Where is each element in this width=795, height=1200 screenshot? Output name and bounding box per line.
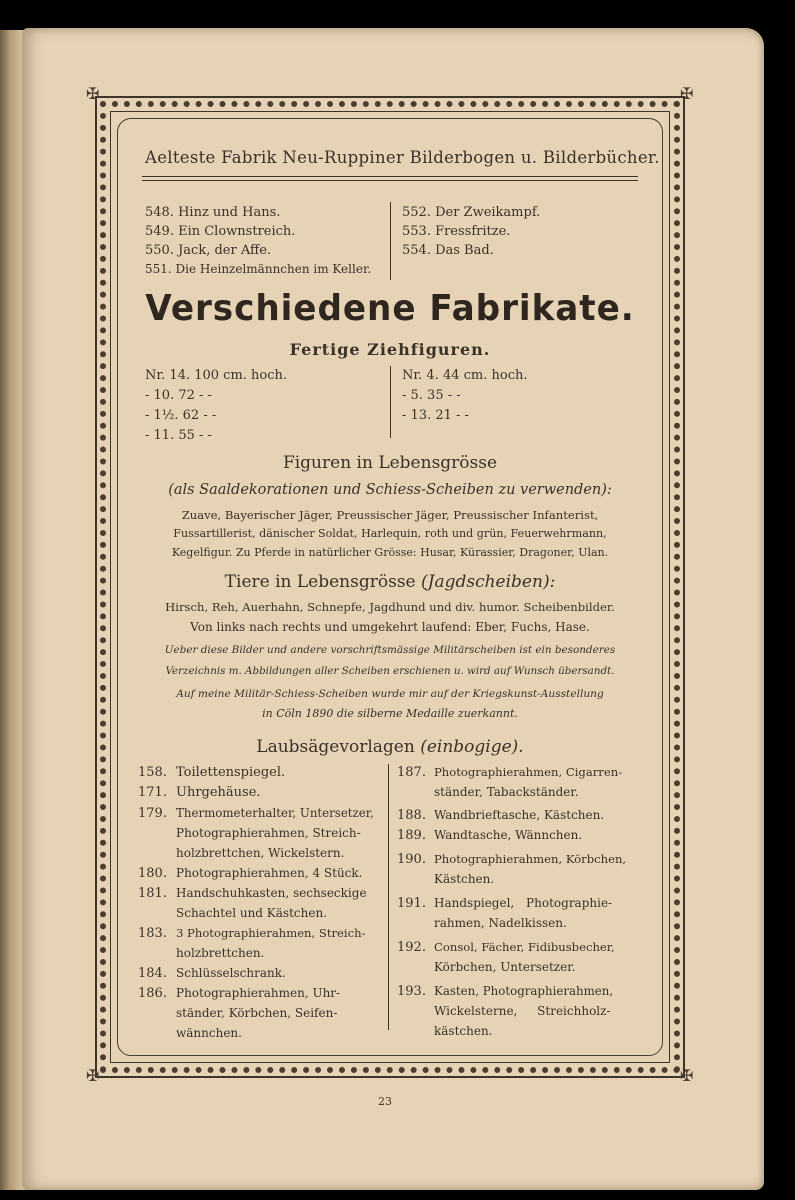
list-item: 550. Jack, der Affe. [145,243,272,258]
corner-ornament-icon: ✠ [680,84,694,103]
list-item: 548. Hinz und Hans. [145,205,281,220]
item-number: 180. [138,866,167,881]
item-text: Photographierahmen, Streich- [176,826,361,840]
item-text: holzbrettchen. [176,946,265,960]
page-header: Aelteste Fabrik Neu-Ruppiner Bilderbogen u. Bilderbücher. [145,148,660,167]
item-text: ständer, Tabackständer. [434,785,579,799]
item-text: Photographierahmen, Uhr- [176,986,341,1000]
item-number: 186. [138,986,167,1001]
list-item: Nr. 4. 44 cm. hoch. [402,368,528,383]
tiere-title-suffix: (Jagdscheiben): [421,572,556,592]
laubsaege-title [140,737,640,757]
item-text: kästchen. [434,1024,493,1038]
item-text: wännchen. [176,1026,242,1040]
list-item: 549. Ein Clownstreich. [145,224,296,239]
figuren-line: Zuave, Bayerischer Jäger, Preussischer Jäger, Preussischer Infanterist, [181,508,599,522]
tiere-line: Von links nach rechts und umgekehrt laufend: Eber, Fuchs, Hase. [190,620,590,634]
item-text: Schlüsselschrank. [176,966,286,980]
item-text: Wickelsterne, Streichholz- [434,1004,611,1018]
list-item: - 13. 21 - - [402,408,469,423]
item-text: Kästchen. [434,872,495,886]
tiere-title [140,572,640,592]
item-number: 189. [397,828,426,843]
page-number: 23 [378,1095,392,1108]
tiere-note: in Cöln 1890 die silberne Medaille zuerkannt. [262,707,518,720]
corner-ornament-icon: ✠ [680,1066,694,1085]
list-item: - 5. 35 - - [402,388,461,403]
item-text: ständer, Körbchen, Seifen- [176,1006,338,1020]
item-number: 179. [138,806,167,821]
list-item: 554. Das Bad. [402,243,494,258]
item-number: 188. [397,808,426,823]
item-text: rahmen, Nadelkissen. [434,916,567,930]
list-item: - 1½. 62 - - [145,408,217,423]
item-text: Thermometerhalter, Untersetzer, [176,806,374,820]
list-item: - 10. 72 - - [145,388,212,403]
corner-ornament-icon: ✠ [86,1066,100,1085]
item-number: 183. [138,926,167,941]
item-text: Uhrgehäuse. [176,785,261,800]
item-number: 192. [397,940,426,955]
item-text: Handschuhkasten, sechseckige [176,886,367,900]
item-text: Handspiegel, Photographie- [434,896,613,910]
column-divider [390,366,391,438]
figuren-line: Fussartillerist, dänischer Soldat, Harlequin, roth und grün, Feuerwehrmann, [173,527,607,540]
list-item: Nr. 14. 100 cm. hoch. [145,368,288,383]
item-number: 158. [138,765,167,780]
item-number: 181. [138,886,167,901]
header-rule [142,176,638,177]
item-number: 187. [397,765,426,780]
item-text: Photographierahmen, Körbchen, [434,852,627,866]
item-text: Consol, Fächer, Fidibusbecher, [434,940,615,954]
list-item: - 11. 55 - - [145,428,212,443]
tiere-note: Verzeichnis m. Abbildungen aller Scheiben erschienen u. wird auf Wunsch übersandt. [165,665,615,677]
item-number: 193. [397,984,426,999]
item-text: Körbchen, Untersetzer. [434,960,576,974]
item-text: Schachtel und Kästchen. [176,906,327,920]
item-text: Toilettenspiegel. [176,765,286,780]
tiere-line: Hirsch, Reh, Auerhahn, Schnepfe, Jagdhund und div. humor. Scheibenbilder. [165,600,615,614]
header-rule [142,180,638,181]
list-item: 553. Fressfritze. [402,224,511,239]
section-title: Verschiedene Fabrikate. [145,288,635,329]
item-text: 3 Photographierahmen, Streich- [176,926,366,940]
laubsaege-title-text: Laubsägevorlagen [256,737,415,757]
laubsaege-title-suffix: (einbogige). [420,737,524,757]
figuren-line: Kegelfigur. Zu Pferde in natürlicher Grösse: Husar, Kürassier, Dragoner, Ulan. [171,546,609,559]
tiere-note: Ueber diese Bilder und andere vorschriftsmässige Militärscheiben ist ein besonderes [164,644,616,656]
item-text: Photographierahmen, 4 Stück. [176,866,363,880]
item-number: 171. [138,785,167,800]
figuren-subtitle: (als Saaldekorationen und Schiess-Scheiben zu verwenden): [168,482,612,498]
figuren-title: Figuren in Lebensgrösse [282,453,498,473]
item-text: Kasten, Photographierahmen, [434,984,614,998]
item-number: 190. [397,852,426,867]
column-divider [388,764,389,1030]
list-item: 552. Der Zweikampf. [402,205,541,220]
corner-ornament-icon: ✠ [86,84,100,103]
list-item: 551. Die Heinzelmännchen im Keller. [145,262,372,276]
item-number: 184. [138,966,167,981]
column-divider [390,202,391,280]
tiere-note: Auf meine Militär-Schiess-Scheiben wurde mir auf der Kriegskunst-Ausstellung [176,688,604,700]
item-text: Wandtasche, Wännchen. [434,828,583,842]
tiere-title-text: Tiere in Lebensgrösse [224,572,416,592]
item-text: Wandbrieftasche, Kästchen. [434,808,605,822]
item-number: 191. [397,896,426,911]
item-text: holzbrettchen, Wickelstern. [176,846,345,860]
ziehfiguren-title: Fertige Ziehfiguren. [289,340,491,359]
item-text: Photographierahmen, Cigarren- [434,765,623,779]
